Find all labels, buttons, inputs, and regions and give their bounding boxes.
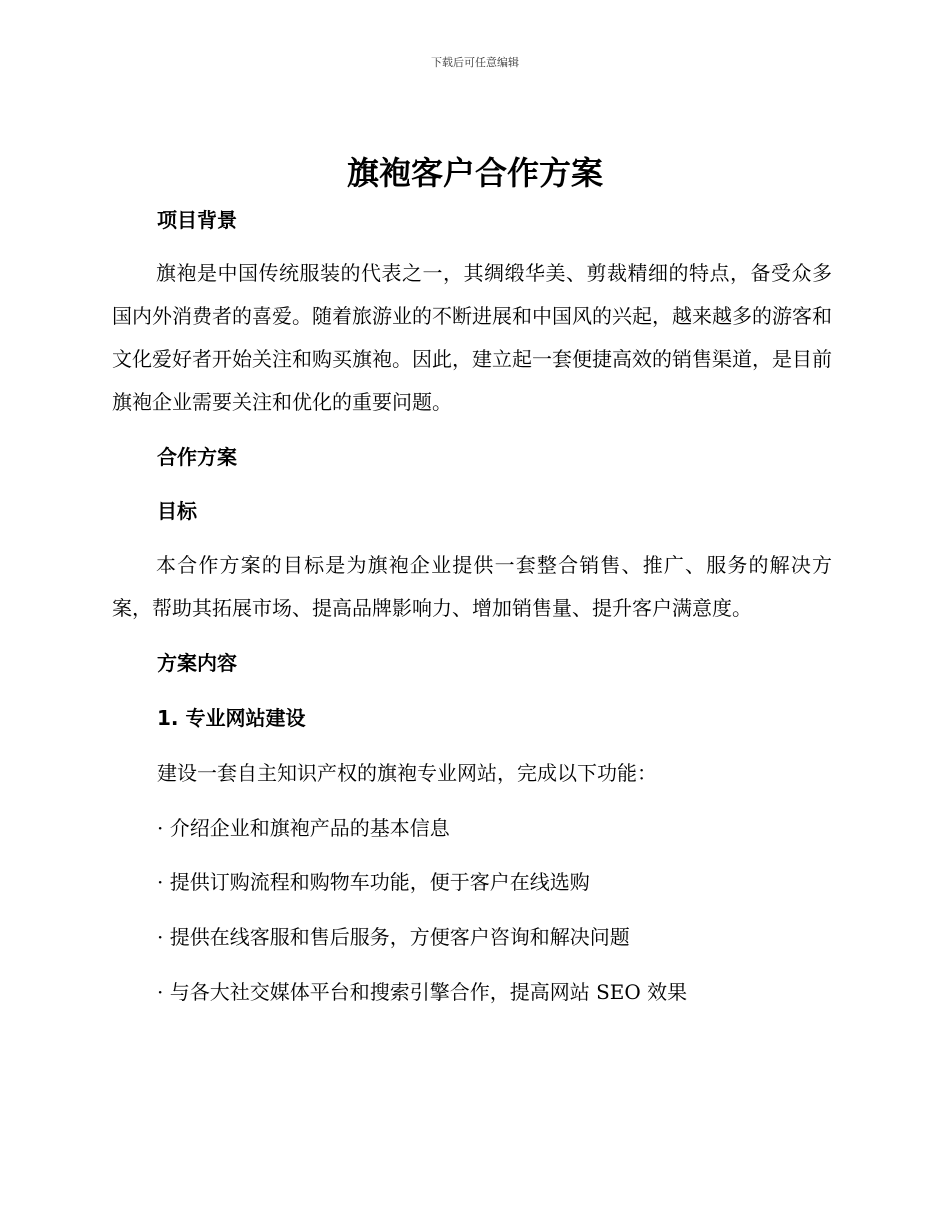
background-paragraph-block (112, 252, 832, 424)
bullet-item: · 与各大社交媒体平台和搜索引擎合作，提高网站 SEO 效果 (157, 980, 688, 1004)
background-paragraph: 旗袍是中国传统服装的代表之一，其绸缎华美、剪裁精细的特点，备受众多国内外消费者的喜爱。随着旅游业的不断进展和中国风的兴起，越来越多的游客和文化爱好者开始关注和购买旗袍。因此，建立起一套便捷高效的销售渠道，是目前旗袍企业需要关注和优化的重要问题。 (112, 261, 832, 414)
section-heading-background: 项目背景 (157, 208, 237, 232)
subsection-heading-website: 1. 专业网站建设 (157, 706, 306, 730)
goal-paragraph: 本合作方案的目标是为旗袍企业提供一套整合销售、推广、服务的解决方案，帮助其拓展市场、提高品牌影响力、增加销售量、提升客户满意度。 (112, 553, 832, 620)
bullet-item: · 提供在线客服和售后服务，方便客户咨询和解决问题 (157, 925, 630, 949)
section-heading-cooperation: 合作方案 (157, 445, 237, 469)
section-heading-content: 方案内容 (157, 651, 237, 675)
section-heading-goal: 目标 (157, 499, 197, 523)
bullet-item: · 提供订购流程和购物车功能，便于客户在线选购 (157, 870, 590, 894)
page-header-note: 下载后可任意编辑 (431, 56, 519, 69)
document-title: 旗袍客户合作方案 (346, 154, 603, 192)
bullet-item: · 介绍企业和旗袍产品的基本信息 (157, 816, 450, 840)
goal-paragraph-block (112, 544, 832, 630)
website-intro-text: 建设一套自主知识产权的旗袍专业网站，完成以下功能： (157, 761, 657, 785)
